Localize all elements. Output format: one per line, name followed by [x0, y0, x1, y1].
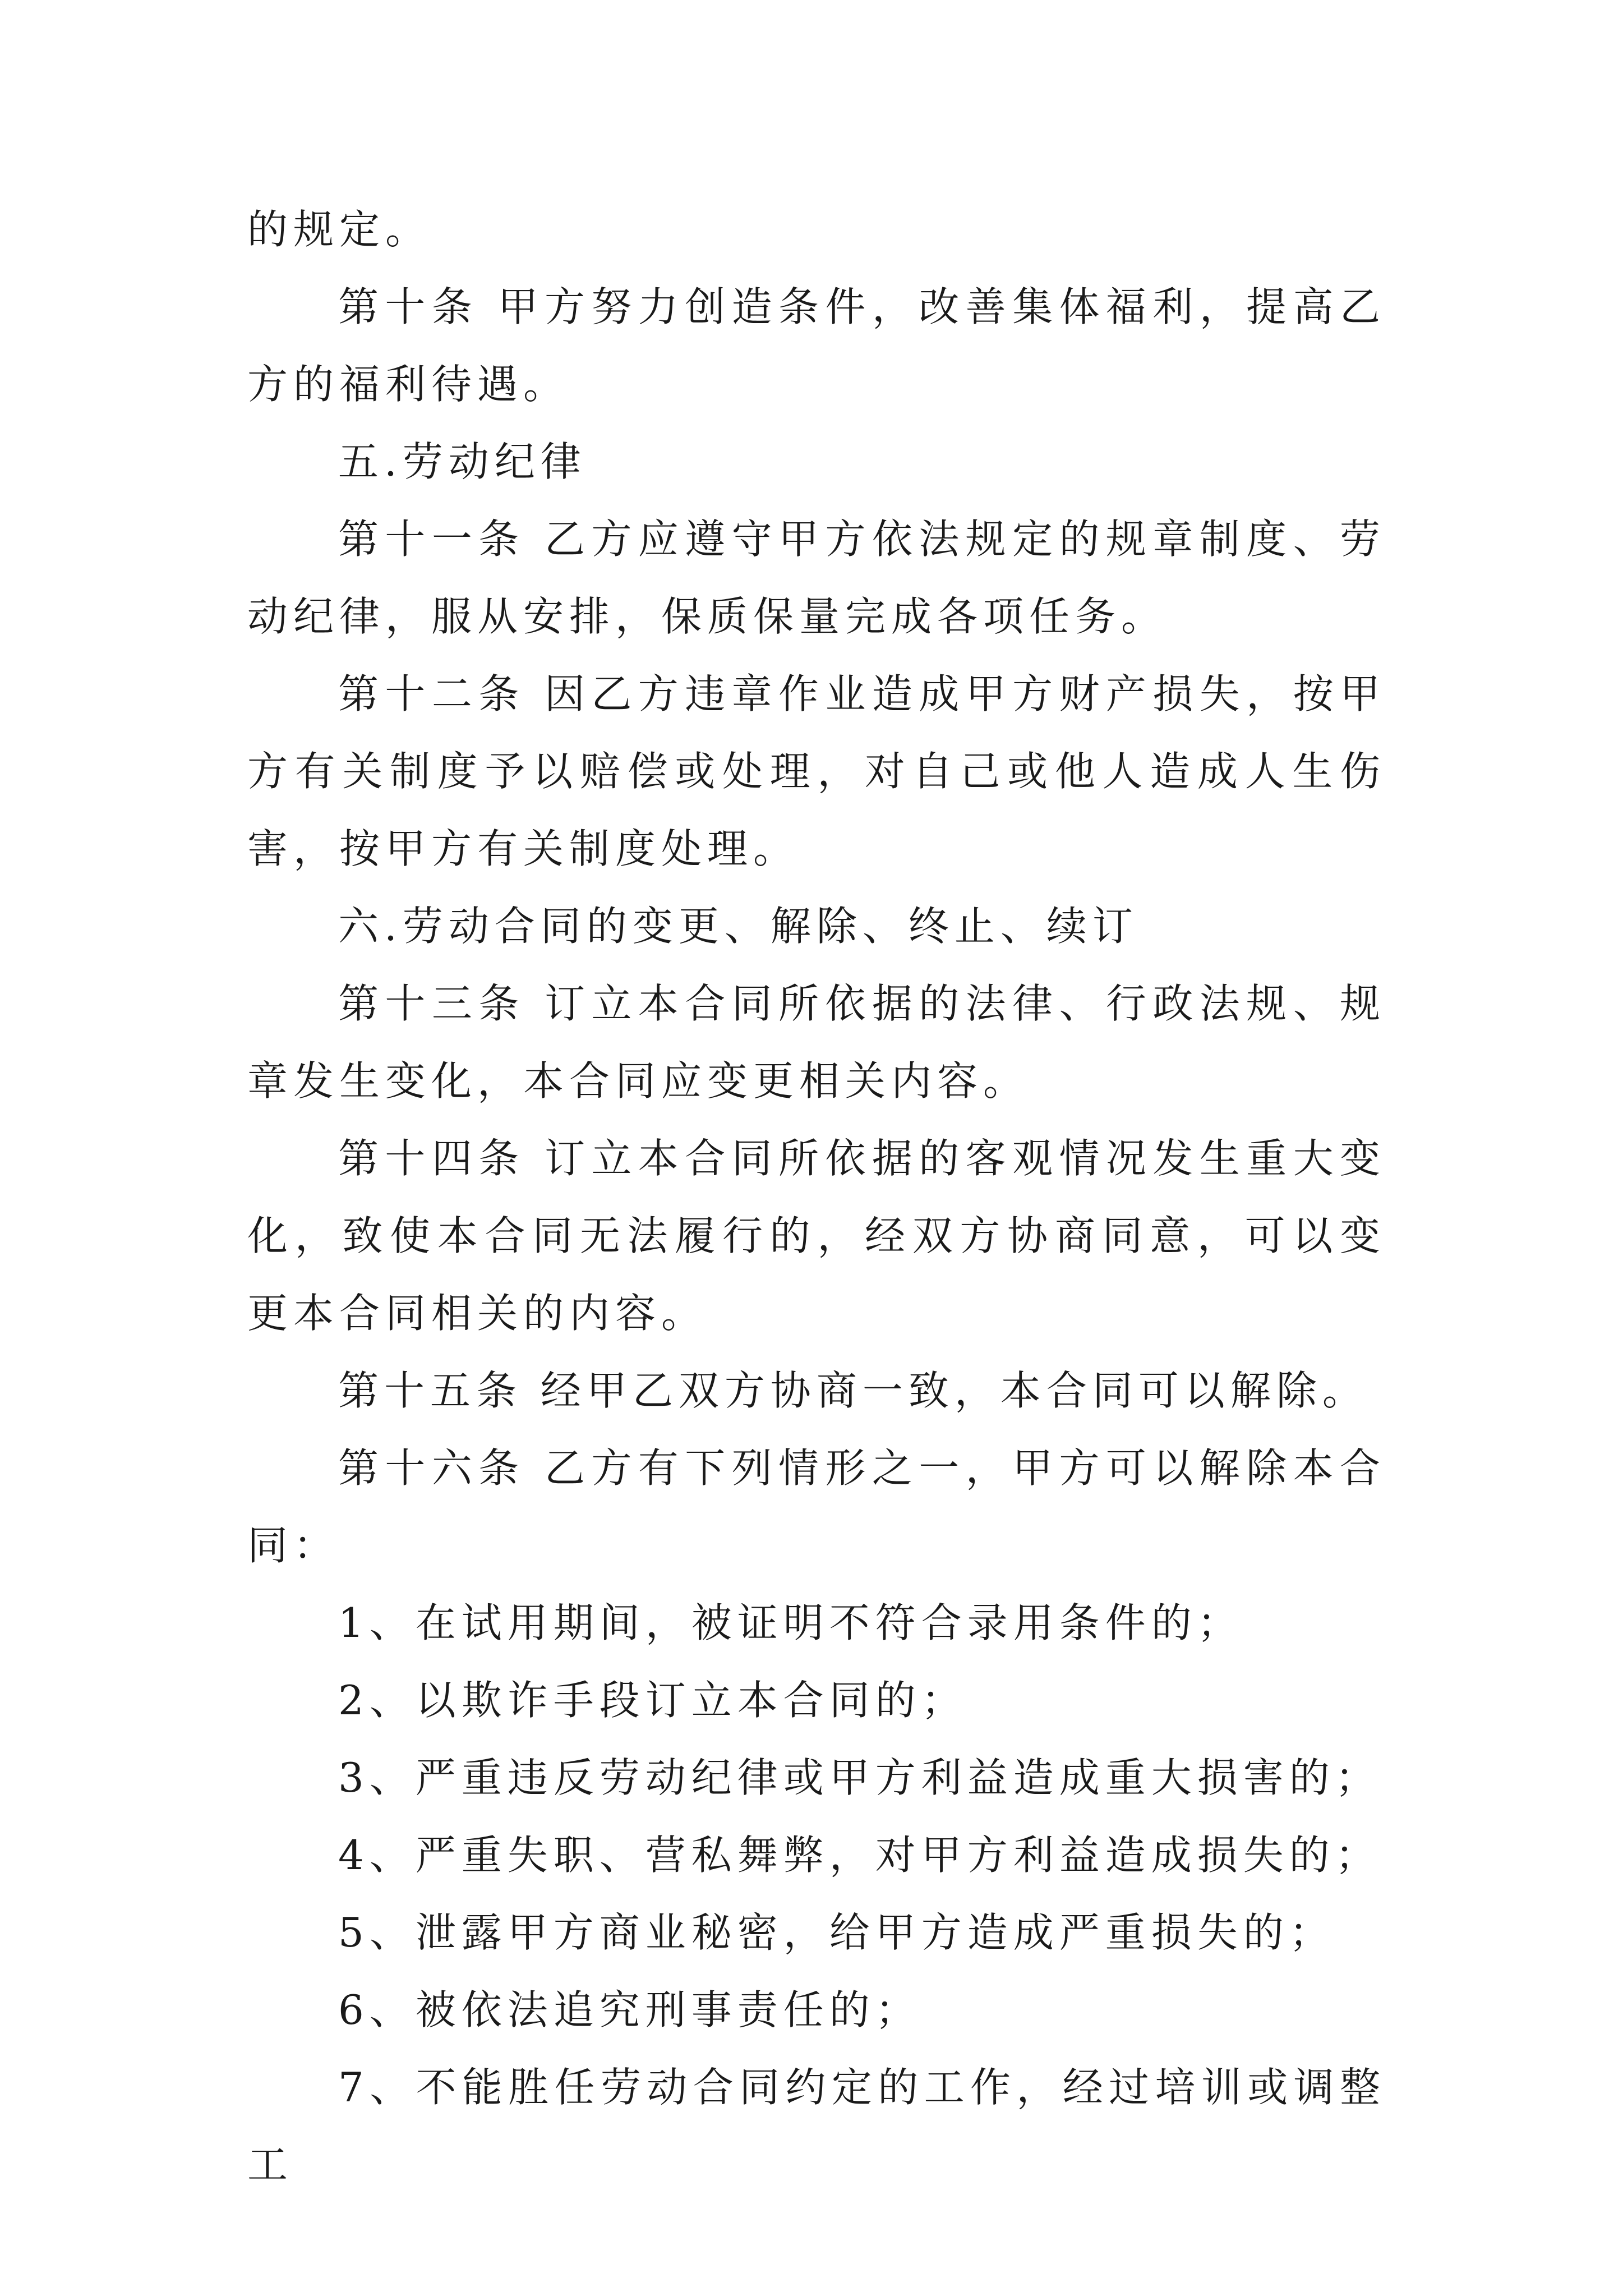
list-item-2: 2、以欺诈手段订立本合同的；	[338, 1677, 967, 1724]
list-item-7: 7、不能胜任劳动合同约定的工作，经过培训或调整工	[247, 2064, 1386, 2188]
section-heading-6: 六.劳动合同的变更、解除、终止、续订	[338, 903, 1138, 950]
article-16: 第十六条 乙方有下列情形之一，甲方可以解除本合同：	[247, 1444, 1386, 1569]
article-11: 第十一条 乙方应遵守甲方依法规定的规章制度、劳动纪律，服从安排，保质保量完成各项任务。	[247, 516, 1386, 640]
section-heading-5: 五.劳动纪律	[338, 438, 587, 485]
list-item-5: 5、泄露甲方商业秘密，给甲方造成严重损失的；	[338, 1909, 1335, 1956]
article-10: 第十条 甲方努力创造条件，改善集体福利，提高乙方的福利待遇。	[247, 283, 1386, 408]
list-item-4: 4、严重失职、营私舞弊，对甲方利益造成损失的；	[338, 1832, 1381, 1879]
list-item-1: 1、在试用期间，被证明不符合录用条件的；	[338, 1599, 1243, 1646]
article-13: 第十三条 订立本合同所依据的法律、行政法规、规章发生变化，本合同应变更相关内容。	[247, 980, 1386, 1105]
article-12: 第十二条 因乙方违章作业造成甲方财产损失，按甲方有关制度予以赔偿或处理，对自己或他人造成人生伤害，按甲方有关制度处理。	[247, 670, 1386, 872]
document-body	[247, 191, 1386, 2203]
paragraph-continuation: 的规定。	[247, 206, 432, 253]
article-15: 第十五条 经甲乙双方协商一致，本合同可以解除。	[338, 1367, 1368, 1414]
list-item-6: 6、被依法追究刑事责任的；	[338, 1986, 921, 2033]
list-item-3: 3、严重违反劳动纪律或甲方利益造成重大损害的；	[338, 1754, 1381, 1801]
article-14: 第十四条 订立本合同所依据的客观情况发生重大变化，致使本合同无法履行的，经双方协商同意，可以变更本合同相关的内容。	[247, 1135, 1386, 1337]
